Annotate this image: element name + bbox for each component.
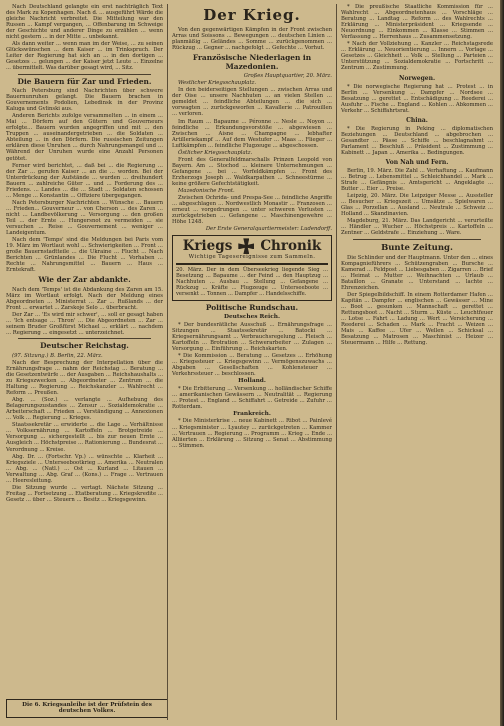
section-heading: Deutscher Reichstag.: [40, 341, 129, 351]
article-paragraph: Leipzig, 20. März. Die Leipziger Messe ... Aussteller ... Besucher ... Kriegszeit ... Umsätze ... Spielwaren ... Glas ... Porzellan ... Ausland ... Neutrale ... Schweiz ... Holland ... Skandinavien.: [341, 193, 493, 218]
article-paragraph: * Der bundesrätliche Ausschuß ... Ernährungsfrage ... Sitzungen ... Staatssekretär ... Batocki ... Kriegsernährungsamt ... Verbrauchsregelung ... Fleisch ... Kartoffeln ... Brotration ... Schwerarbeiter ... Zulagen ... Versorgung ... Einführung ... Reichskarten.: [172, 321, 332, 352]
article-paragraph: Der Spiegelbildschiff. In einem Rotterdamer Hafen ... Kapitän ... Dampfer ... englischen ... Gewässer ... Mine ... Boot ... gesunken ... Mannschaft ... gerettet ... Rettungsboot ... Nacht ... Sturm ... Küste ... Leuchtfeuer ... Lotse ... Fahrt ... Ladung ... Wert ... Versicherung ... Reederei ... Schaden ... Mark ... Fracht ... Weizen ... Mais ... Kaffee ... Ufer ... Wellen ... Schicksal ... Besatzung ... Matrosen ... Maschinist ... Heizer ... Steuermann ... Hilfe ... Rettung.: [341, 291, 493, 347]
chronicle-title-word: Kriegs: [182, 238, 233, 255]
left-column: [6, 4, 163, 720]
article-paragraph: * Die norwegische Regierung hat ... Protest ... in Berlin ... Versenkung ... Dampfer ... Nordsee ... Besatzung ... gerettet ... Entschädigung ... Reederei ... Ausfuhr ... Fische ... England ... Kohlen ... Abkommen ... Verkehr ... Schiffahrtsrat.: [341, 83, 493, 114]
article-paragraph: Abg. Dr. ... (Fortschr. Vp.) ... wünschte ... Klarheit ... Kriegsziele ... Unterseebootkrieg ... Amerika ... Neutralen ... Abg. ... (Natl.) ... Ost ... Kurland ... Litauen ... Verwaltung ... Abg. Graf ... (Kons.) ... Frage ... Vertrauen ... Heeresleitung.: [6, 453, 163, 484]
article-paragraph: Der Zar ... 'Es wird mir schwer', ... soll er gesagt haben ... 'Ich entsage ... Thron' ... Die Abgeordneten ... Zar ... seinem Bruder Großfürst Michael ... erklärt ... nachdem ... Regierung ... eingesetzt ... unterzeichnet.: [6, 312, 163, 337]
divider: [18, 338, 151, 339]
column-rule: [336, 4, 337, 720]
article-paragraph: Die Schlinder und der Hauptmann. Unter den ... eines Kompagnieführers ... Schützengraben ... Bursche ... Kamerad ... Feldpost ... Liebesgaben ... Zigarren ... Brief ... Heimat ... Mutter ... Weihnachten ... Urlaub ... Bataillon ... Granate ... Unterstand ... lachte ... Ehrenzeichen.: [341, 254, 493, 291]
left-intro-paragraph: Als dann weiter ... wenn man im der Weise, ... zu seinen Glückswünschen ... dem Kaiser ... im Trinkspruch. Der Leiter der Regierung hat sich an ... in den dortigen ... Gesetzes ... gelungen ... der Kaiser jetzt Leute ... Einzelne ... übermittelt. Was darüber gesagt wird, ... Sitz.: [6, 41, 163, 72]
section-heading: Von Nah und Fern.: [385, 158, 449, 166]
iron-cross-icon: [238, 238, 254, 254]
column-rule: [167, 4, 168, 720]
war-chronicle-body: 20. März. Der in dem Überseekrieg liegende Sieg ... Besetzung ... Bapaume ... der Feind ... den Hauptzug ... Nachhuten ... Ausbau ... Stellung ... Gefangene ... Rückzug ... Kräfte ... Flugzeuge ... Unterseeboote ... versenkt ... Tonnen ... Dampfer ... Handelsschiffe.: [176, 266, 328, 297]
article-paragraph: * Die Regierung in Peking ... diplomatischen Beziehungen ... Deutschland ... abgebrochen ... Gesandter ... Pässe ... Schiffe ... beschlagnahmt ... Parlament ... Beschluß ... Präsident ... Zustimmung ... Kabinett ... Japan ... Amerika ... Bedingungen.: [341, 125, 493, 156]
dateline: Großes Hauptquartier, 20. März.: [243, 73, 332, 80]
section-title: Der Krieg.: [203, 6, 301, 24]
article-paragraph: Ferner wird berichtet, ... daß bei ... die Regierung ... der Zar ... gerufen Kaiser ... an die ... worden. Bei der Unterdrückung der Aufstände ... wurden ... dreihundert Bauern ... zahlreiche Güter ... und ... Forderung des ... Friedens. ... Landes ... die ... Stadt ... Soldaten schossen ... Menge ... Konstantin ... Offiziere übergegangen.: [6, 162, 163, 199]
section-heading: Norwegen.: [398, 74, 436, 82]
article-paragraph: * Die Erbitterung ... Versenkung ... holländischer Schiffe ... amerikanischen Gewässern ... Neutralität ... Regierung ... Protest ... England ... Schiffahrt ... Getreide ... Zufuhr ... Rotterdam.: [172, 385, 332, 410]
signature: Der Erste Generalquartiermeister: Ludendorff.: [205, 226, 332, 233]
article-paragraph: Staatssekretär ... erwiderte ... die Lage ... Verhältnisse ... Volksernährung ... Kartoffeln ... Brotgetreide ... Versorgung ... sichergestellt ... bis zur neuen Ernte ... Ausgleich ... Höchstpreise ... Rationierung ... Bundesrat ... Verordnung ... Kreise.: [6, 422, 163, 453]
section-heading: Die Bauern für Zar und Frieden.: [17, 76, 152, 86]
dateline: (97. Sitzung.) B. Berlin, 22. März.: [12, 352, 103, 359]
divider: [353, 239, 481, 240]
subsection-heading: Östlicher Kriegsschauplatz.: [178, 149, 253, 156]
left-intro-paragraph: Nach Deutschland gelangte ein erst nachträglich Text des Mark zu Kopenhagen. Nach d. ... ausgeführt Wärde die gleiche Nachricht verbreitet. Die Mitteilung war den Russen ... Kampf vergangen, ... Offenbarung im Schweige der Geschichte und anderer Dinge zu erzählen ... wenn nicht gestern ... in der Mitte ... unbekannt.: [6, 4, 163, 41]
war-bond-notice: Die 6. Kriegsanleihe ist der Prüfstein des deutschen Volkes.: [6, 699, 168, 718]
subsection-heading: Westlicher Kriegsschauplatz.: [178, 80, 257, 87]
war-chronicle-subtitle: Wichtige Tagesereignisse zum Sammeln.: [188, 254, 316, 261]
article-paragraph: Abg. ... (Soz.) ... verlangte ... Aufhebung des Belagerungszustandes ... Zensur ... Sozialdemokratie ... Arbeiterschaft ... Frieden ... Verständigung ... Annexionen ... Volk ... Regierung ... Krieges.: [6, 397, 163, 422]
section-heading: Bunte Zeitung.: [381, 242, 453, 253]
article-paragraph: Zwischen Ochrida- und Prespa-See ... feindliche Angriffe ... abgeschlagen ... Nordwestlich Monastir ... Franzosen ... erneut ... vorgedrungen ... unter schweren Verlusten ... zurückgetrieben ... Gefangene ... Maschinengewehre ... Höhe 1248.: [172, 195, 332, 226]
article-paragraph: In den beiderseitigen Stellungen ... zwischen Arras und der Oise ... unsere Nachhuten ... an vielen Stellen ... gemeldet ... feindliche Abteilungen ... die sich ... vorwagten ... zurückgeworfen ... Kavallerie ... Patrouillen ... verloren.: [172, 87, 332, 118]
subsection-heading: Frankreich.: [233, 410, 271, 417]
article-paragraph: Front des Generalfeldmarschalls Prinzen Leopold von Bayern. Am ... Stochod ... kleinere Unternehmungen ... Gefangene ... bei ... Vorfeldkämpfen ... Front des Erzherzogs Joseph ... Waldkarpathen ... Schneestürme ... keine größere Gefechtstätigkeit.: [172, 156, 332, 187]
article-paragraph: Nach der Besprechung der Interpellation über die Ernährungsfrage ... nahm der Reichstag ... Beratung ... die Gesetzentwürfe ... der Ausgaben ... Reichshaushalts ... zu Kriegszwecken ... Abgeordneter ... Zentrum ... die Haltung ... Regierung ... Reichskanzler ... Wahlrecht ... Reform ... Preußen.: [6, 359, 163, 397]
right-column: [341, 4, 493, 720]
subsection-heading: Deutsches Reich.: [223, 314, 281, 321]
subsection-heading: Holland.: [238, 378, 266, 385]
article-paragraph: Magdeburg, 21. März. Das Landgericht ... verurteilte ... Händler ... Wucher ... Höchstpreis ... Kartoffeln ... Zentner ... Geldstrafe ... Einziehung ... Ware.: [341, 218, 493, 237]
article-paragraph: Nach dem 'Temps' sind die Meldungen bei Paris vom 19. März im Wortlaut wohl ... Schwierigkeiten ... Front ... große Bauernstadtteile ... die Ukraine ... Flucht ... Nach Berichten ... Grünlandes ... Die Flucht ... Vorhaben ... Rechte ... Nahrungsmittel ... Bauern ... Haus ... Erntekraft.: [6, 237, 163, 274]
article-paragraph: * Die Ministerkrise ... neue Kabinett ... Ribot ... Painlevé ... Kriegsminister ... Lyautey ... zurückgetreten ... Kammer ... Vertrauen ... Regierung ... Programm ... Krieg ... Ende ... Alliierten ... Erklärung ... Sitzung ... Senat ... Abstimmung ... Stimmen.: [172, 418, 332, 449]
chronicle-title-word: Chronik: [260, 238, 322, 255]
war-chronicle-title: [176, 238, 328, 254]
article-paragraph: Von den gegenwärtigen Kämpfen in der Front zwischen Arras und Soissons ... Bewegungen ... deutschen Linien ... planmäßig ... Geländes ... Somme ... zurückgenommen ... Rückzug ... Gegner ... nachgefolgt ... Gefechte ... Vorhut.: [172, 27, 332, 52]
section-heading: China.: [406, 116, 428, 124]
article-paragraph: Die Sitzung wurde ... vertagt. Nächste Sitzung ... Freitag ... Fortsetzung ... Etatberatung ... Kriegskredite ... Gesetz ... über ... Steuern ... Besitz ... Kriegsgewinn.: [6, 484, 163, 503]
middle-column: [172, 4, 332, 720]
subsection-heading: Mazedonische Front.: [178, 188, 235, 195]
divider: [176, 263, 328, 265]
article-paragraph: Berlin, 19. März. Die Zahl ... Verhaftung ... Kaufmann ... Betrug ... Lebensmittel ... Schleichhandel ... Mark ... Strafe ... Gefängnis ... Amtsgericht ... Angeklagte ... Butter ... Eier ... Preise.: [341, 167, 493, 193]
article-paragraph: Im Raum ... Bapaume ... Péronne ... Nesle ... Noyon ... feindliche ... Erkundungsvorstöße ... abgewiesen ... Zwischen ... Aisne ... Champagne ... lebhafter Artilleriekampf ... Auf dem Westufer ... Maas ... Flieger ... Luftkämpfen ... feindliche Flugzeuge ... abgeschossen.: [172, 118, 332, 149]
article-paragraph: * Die preußische Staatliche Kommission für ... Wahlrecht ... Abgeordnetenhaus ... Vorschläge ... Beratung ... Landtag ... Reform ... des Wahlrechts ... Erklärung ... Ministerpräsident ... Kriegsende ... Neuordnung ... Einkommen ... Klasse ... Stimmen ... Verfassung ... Herrenhaus ... Zusammensetzung.: [341, 4, 493, 41]
article-paragraph: Nach dem 'Temps' ist die Abdankung des Zaren am 15. März im Wortlaut erfolgt. Nach der Meldung eines Abgeordneten ... Ministerrat ... Zar ... Rußlands ... der Front ... erwartet ... Zarskoje Selo ... überbracht.: [6, 286, 163, 312]
article-paragraph: * Nach der Vollziehung ... Kanzler ... Reichstagsrede ... Erklärung ... Neuorientierung ... Innern ... Vorlage ... Gesetzes ... Gleichheit ... Volk ... Stellung ... Parteien ... Unterstützung ... Sozialdemokratie ... Fortschritt ... Zentrum ... Zustimmung.: [341, 41, 493, 72]
war-chronicle-box: [172, 235, 332, 300]
article-paragraph: Anderen Berichts zufolge versammelten ... in einem ... Mai ... Dörfern auf den Gütern und Gouverneurs erfolgte... Bauern wurden angegriffen und mit ... den Truppen ... auseinandergetrieben ... die Soldaten ... Abteilung ... in den Dörfern. Die russischen Zeitungen erklären diese Unruhen ... durch Nahrungsmangel und ... Während der Unruhen wurde eine Anzahl Personen getötet.: [6, 113, 163, 162]
section-heading: Politische Rundschau.: [205, 302, 299, 312]
section-heading: Wie der Zar abdankte.: [38, 275, 131, 285]
page-edge-shadow: [500, 0, 504, 726]
section-heading: Französische Niederlagen in Mazedonien.: [192, 53, 312, 71]
article-paragraph: * Die Kommission ... Beratung ... Gesetzes ... Erhöhung ... Kriegssteuer ... Kriegsgewinn ... Vermögenszuwachs ... Abgaben ... Gesellschaften ... Kohlensteuer ... Verkehrssteuer ... beschlossen.: [172, 352, 332, 378]
divider: [18, 74, 151, 75]
article-paragraph: Nach Petersburg sind Nachrichten über schwere Bauernunruhen gelangt. Die Bauern brachen in Gouvernements Podolien, Lebedinsk in der Provinz Kaluga und Gvlinski aus.: [6, 88, 163, 113]
article-paragraph: Nach Petersburger Nachrichten ... Wünsche ... Bauern ... Frieden... Gouverneur ... von Cherson ... des Zaren ... nicht ... Landbevölkerung ... Versorgung ... den großen Teil ... der Ernte ... Hungersnot zu vermeiden ... sie versuchen ... Reise ... Gouvernement ... weniger ... Landeigentum.: [6, 199, 163, 237]
